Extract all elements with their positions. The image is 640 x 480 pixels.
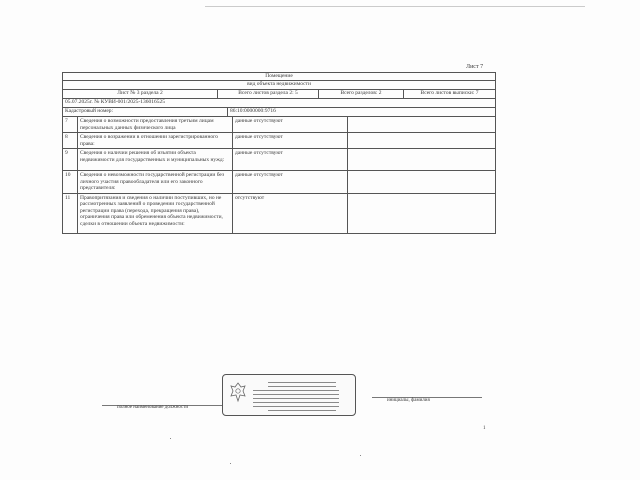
item-empty-cell [348,117,496,133]
cadastral-label: Кадастровый номер: [63,108,228,116]
signature-area [62,370,494,418]
table-row [63,149,495,171]
item-name: Сведения о возражении в отношении зарегистрированного права: [78,133,233,149]
stamp-text-lines [253,379,351,414]
item-name: Сведения о возможности предоставления третьим лицам персональных данных физического лица [78,117,233,133]
item-number: 11 [63,193,78,233]
item-value: данные отсутствуют [233,117,348,133]
item-name: Сведения о невозможности государственной регистрации без личного участия правообладателя или его законного представителя: [78,171,233,194]
scan-edge-mark [205,6,585,13]
item-value: данные отсутствуют [233,171,348,194]
cadastral-value: 86:10:0000000:9716 [230,108,276,114]
scan-speck [360,455,361,456]
initials-label: инициалы, фамилия [387,398,430,403]
extract-form [62,72,496,234]
sheets-total: Всего листов выписки: 7 [420,90,479,96]
table-row [63,117,495,133]
scan-speck [230,463,231,464]
page-mark: 1 [483,426,486,431]
coat-of-arms-icon [229,381,247,405]
items-table-wrap [63,117,495,233]
item-number: 10 [63,171,78,194]
items-table [63,117,495,233]
item-value: данные отсутствуют [233,133,348,149]
object-type-title: Помещение [63,73,495,81]
table-row [63,193,495,233]
item-number: 9 [63,149,78,171]
sheet-number: Лист 7 [466,64,484,70]
item-name: Сведения о наличии решения об изъятии объекта недвижимости для государственных и муниципальных нужд: [78,149,233,171]
digital-signature-stamp [222,374,356,416]
position-label: полное наименование должности [117,405,189,410]
item-number: 7 [65,118,68,124]
date-number: 05.07.2025г. № КУВИ-001/2025-136016525 [65,99,166,105]
item-value: данные отсутствуют [233,149,348,171]
sheets-in-section: Всего листов раздела 2: 5 [218,90,319,98]
scan-speck [170,438,171,439]
date-number-row [63,99,495,108]
sheet-label: Лист № 3 раздела 2 [63,90,218,98]
object-type-subtitle: вид объекта недвижимости [63,81,495,90]
table-row [63,133,495,149]
item-empty-cell [348,193,496,233]
cadastral-row [63,108,495,117]
item-empty-cell [348,171,496,194]
sheet-info-row [63,90,495,99]
sections-total: Всего разделов: 2 [319,90,404,98]
table-row [63,171,495,194]
item-number: 8 [63,133,78,149]
item-value: отсутствуют [233,193,348,233]
item-empty-cell [348,133,496,149]
item-empty-cell [348,149,496,171]
item-name: Правопритязания и сведения о наличии поступивших, но не рассмотренных заявлений о проведении государственной регистрации права (перехода, прекращения права), ограничения права или обременения объекта недвижимости, сделки в отношении объекта недвижимости: [78,193,233,233]
